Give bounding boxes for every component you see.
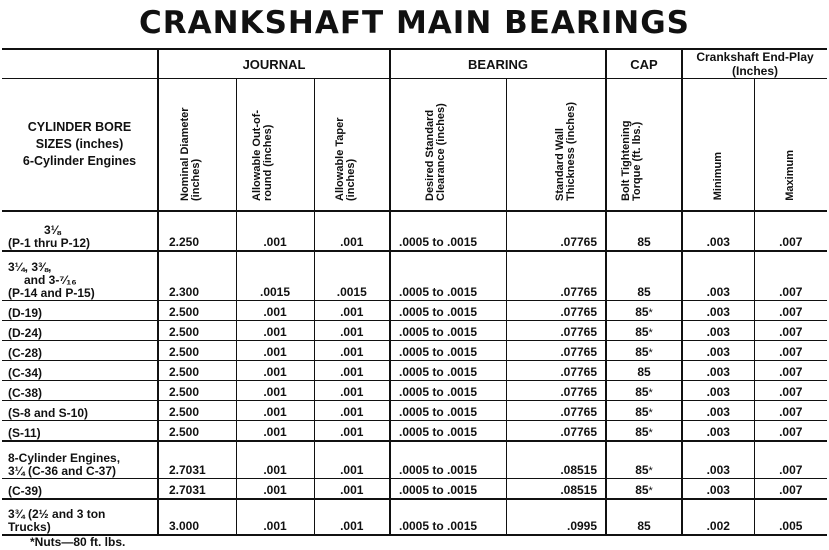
table-row xyxy=(2,381,827,401)
cell-wall-value: .08515 xyxy=(560,482,598,497)
cell-taper xyxy=(314,479,390,499)
col-maximum-label: Maximum xyxy=(784,149,797,201)
cell-torque xyxy=(606,479,682,499)
footnote: *Nuts—80 ft. lbs. xyxy=(30,535,126,549)
cell-nominal xyxy=(158,499,236,535)
cell-taper-value: .001 xyxy=(340,424,364,439)
bore-header xyxy=(2,79,158,211)
cell-maximum-value: .007 xyxy=(779,345,803,359)
cell-taper-value: .001 xyxy=(340,325,364,339)
row-label-line: Trucks) xyxy=(8,519,51,534)
group-bearing: BEARING xyxy=(390,49,606,79)
cell-minimum xyxy=(682,479,754,499)
cell-clearance-value: .0005 to .0015 xyxy=(399,365,478,379)
cell-minimum-value: .003 xyxy=(706,482,730,497)
cell-clearance xyxy=(390,211,506,251)
cell-wall xyxy=(506,499,606,535)
table-body xyxy=(2,211,827,535)
cell-taper-value: .001 xyxy=(340,482,364,497)
cell-taper xyxy=(314,441,390,479)
cell-maximum-value: .007 xyxy=(779,482,803,497)
cell-outofround-value: .001 xyxy=(263,234,287,249)
cell-wall-value: .07765 xyxy=(560,234,598,249)
cell-wall-value: .0995 xyxy=(566,518,598,533)
cell-clearance-value: .0005 to .0015 xyxy=(399,345,478,359)
cell-wall xyxy=(506,341,606,361)
cell-wall xyxy=(506,479,606,499)
cell-torque-value: 85 xyxy=(635,305,649,319)
cell-minimum-value: .003 xyxy=(706,385,730,399)
cell-minimum xyxy=(682,499,754,535)
cell-minimum xyxy=(682,341,754,361)
col-wall-label: Standard Wall Thickness (inches) xyxy=(553,101,577,201)
cell-clearance xyxy=(390,301,506,321)
cell-clearance-value: .0005 to .0015 xyxy=(399,285,478,299)
cell-maximum xyxy=(754,251,827,301)
cell-torque xyxy=(606,421,682,441)
cell-nominal xyxy=(158,251,236,301)
cell-outofround xyxy=(236,421,314,441)
cell-maximum-value: .007 xyxy=(779,305,803,319)
cell-taper xyxy=(314,341,390,361)
cell-minimum xyxy=(682,401,754,421)
cell-nominal xyxy=(158,301,236,321)
cell-taper-value: .001 xyxy=(340,463,364,477)
row-label xyxy=(2,381,158,401)
bore-header-line1: CYLINDER BORE xyxy=(27,119,132,134)
cell-clearance xyxy=(390,381,506,401)
cell-wall xyxy=(506,381,606,401)
cell-taper xyxy=(314,499,390,535)
row-label-line: (D-24) xyxy=(8,326,43,340)
cell-torque xyxy=(606,441,682,479)
row-label-line: (S-11) xyxy=(8,425,41,440)
cell-taper-value: .001 xyxy=(340,234,364,249)
cell-minimum-value: .003 xyxy=(706,365,730,379)
cell-taper-value: .001 xyxy=(340,365,364,379)
group-endplay xyxy=(682,49,827,79)
cell-outofround-value: .001 xyxy=(263,325,287,339)
cell-torque-value: 85 xyxy=(637,234,651,249)
cell-maximum xyxy=(754,479,827,499)
torque-footnote-mark: * xyxy=(648,465,653,477)
torque-footnote-mark: * xyxy=(648,327,653,339)
cell-minimum-value: .003 xyxy=(706,345,730,359)
cell-minimum-value: .003 xyxy=(706,463,730,477)
cell-outofround-value: .0015 xyxy=(259,285,291,299)
col-outofround-label: Allowable Out-of-round (inches) xyxy=(251,109,274,201)
cell-outofround-value: .001 xyxy=(263,482,287,497)
cell-outofround xyxy=(236,401,314,421)
cell-clearance-value: .0005 to .0015 xyxy=(399,482,478,497)
cell-torque-value: 85 xyxy=(635,424,649,439)
cell-nominal-value: 2.500 xyxy=(169,385,200,399)
cell-maximum xyxy=(754,401,827,421)
cell-wall xyxy=(506,421,606,441)
row-label-line: (P-1 thru P-12) xyxy=(8,235,91,250)
cell-nominal xyxy=(158,421,236,441)
cell-nominal-value: 3.000 xyxy=(169,518,200,533)
row-label-line: (S-8 and S-10) xyxy=(8,406,89,420)
cell-nominal xyxy=(158,479,236,499)
cell-nominal xyxy=(158,341,236,361)
cell-nominal-value: 2.500 xyxy=(169,424,200,439)
table-row xyxy=(2,301,827,321)
cell-maximum xyxy=(754,441,827,479)
cell-clearance-value: .0005 to .0015 xyxy=(399,305,478,319)
cell-clearance xyxy=(390,441,506,479)
row-label-line: 8-Cylinder Engines, xyxy=(8,451,121,465)
col-wall xyxy=(506,79,606,211)
row-label-line: 3⅛ xyxy=(44,222,61,237)
cell-clearance xyxy=(390,401,506,421)
cell-minimum-value: .002 xyxy=(706,518,730,533)
cell-wall xyxy=(506,401,606,421)
table-row xyxy=(2,341,827,361)
col-torque-label: Bolt Tightening Torque (ft. lbs.) xyxy=(620,120,644,201)
torque-footnote-mark: * xyxy=(648,307,653,319)
cell-maximum-value: .007 xyxy=(779,424,803,439)
cell-outofround-value: .001 xyxy=(263,518,287,533)
cell-wall-value: .07765 xyxy=(560,305,598,319)
cell-maximum-value: .007 xyxy=(779,463,803,477)
row-label xyxy=(2,499,158,535)
table-row xyxy=(2,401,827,421)
cell-outofround xyxy=(236,341,314,361)
cell-outofround xyxy=(236,251,314,301)
table-row xyxy=(2,321,827,341)
cell-torque-value: 85 xyxy=(635,345,649,359)
table-row xyxy=(2,361,827,381)
page-title: CRANKSHAFT MAIN BEARINGS xyxy=(139,5,690,41)
torque-footnote-mark: * xyxy=(648,387,653,399)
cell-taper-value: .001 xyxy=(340,405,364,419)
bearings-table xyxy=(2,48,827,536)
col-clearance xyxy=(390,79,506,211)
torque-footnote-mark: * xyxy=(648,484,653,497)
cell-outofround xyxy=(236,381,314,401)
row-label-line: and 3-⁷⁄₁₆ xyxy=(24,273,77,287)
cell-maximum-value: .007 xyxy=(779,325,803,339)
cell-nominal xyxy=(158,361,236,381)
row-label-line: (C-34) xyxy=(8,366,43,380)
cell-maximum-value: .007 xyxy=(779,385,803,399)
cell-maximum xyxy=(754,301,827,321)
cell-outofround-value: .001 xyxy=(263,365,287,379)
group-endplay-unit: (Inches) xyxy=(732,64,779,78)
cell-torque-value: 85 xyxy=(637,285,651,299)
cell-torque-value: 85 xyxy=(635,463,649,477)
group-endplay-title: Crankshaft End-Play xyxy=(696,50,814,64)
cell-clearance xyxy=(390,251,506,301)
cell-wall-value: .07765 xyxy=(560,285,598,299)
cell-minimum-value: .003 xyxy=(706,234,730,249)
cell-outofround xyxy=(236,211,314,251)
col-torque xyxy=(606,79,682,211)
cell-maximum xyxy=(754,341,827,361)
cell-outofround xyxy=(236,361,314,381)
group-journal: JOURNAL xyxy=(158,49,390,79)
cell-nominal-value: 2.500 xyxy=(169,365,200,379)
row-label xyxy=(2,401,158,421)
cell-torque-value: 85 xyxy=(635,482,649,497)
torque-footnote-mark: * xyxy=(648,426,653,439)
torque-footnote-mark: * xyxy=(648,347,653,359)
cell-wall-value: .08515 xyxy=(560,463,598,477)
row-label xyxy=(2,211,158,251)
cell-maximum xyxy=(754,499,827,535)
cell-maximum-value: .007 xyxy=(779,285,803,299)
cell-wall-value: .07765 xyxy=(560,424,598,439)
cell-taper xyxy=(314,321,390,341)
cell-nominal xyxy=(158,441,236,479)
cell-clearance xyxy=(390,321,506,341)
cell-maximum-value: .007 xyxy=(779,234,803,249)
corner-cell xyxy=(2,49,158,79)
cell-taper xyxy=(314,251,390,301)
cell-wall xyxy=(506,321,606,341)
cell-taper-value: .001 xyxy=(340,518,364,533)
cell-outofround xyxy=(236,479,314,499)
cell-clearance-value: .0005 to .0015 xyxy=(399,385,478,399)
cell-outofround-value: .001 xyxy=(263,463,287,477)
cell-taper xyxy=(314,381,390,401)
cell-clearance xyxy=(390,479,506,499)
cell-nominal-value: 2.7031 xyxy=(169,482,206,497)
cell-nominal-value: 2.300 xyxy=(169,285,200,299)
cell-minimum xyxy=(682,381,754,401)
cell-torque-value: 85 xyxy=(637,365,651,379)
row-label xyxy=(2,341,158,361)
row-label xyxy=(2,301,158,321)
cell-clearance xyxy=(390,341,506,361)
row-label xyxy=(2,251,158,301)
cell-wall-value: .07765 xyxy=(560,365,598,379)
cell-outofround xyxy=(236,441,314,479)
cell-taper-value: .001 xyxy=(340,305,364,319)
row-label-line: (C-28) xyxy=(8,346,43,360)
col-outofround xyxy=(236,79,314,211)
cell-minimum xyxy=(682,321,754,341)
torque-footnote-mark: * xyxy=(648,407,653,419)
row-label-line: (C-38) xyxy=(8,386,43,400)
table-row xyxy=(2,479,827,499)
cell-minimum-value: .003 xyxy=(706,305,730,319)
cell-torque xyxy=(606,321,682,341)
cell-taper-value: .001 xyxy=(340,345,364,359)
cell-outofround-value: .001 xyxy=(263,405,287,419)
cell-nominal xyxy=(158,321,236,341)
cell-minimum xyxy=(682,301,754,321)
cell-outofround-value: .001 xyxy=(263,424,287,439)
cell-torque xyxy=(606,361,682,381)
row-label-line: (C-39) xyxy=(8,483,43,498)
cell-maximum-value: .005 xyxy=(779,518,803,533)
cell-minimum-value: .003 xyxy=(706,405,730,419)
col-minimum-label: Minimum xyxy=(711,152,724,201)
cell-wall-value: .07765 xyxy=(560,405,598,419)
cell-clearance xyxy=(390,421,506,441)
cell-clearance xyxy=(390,361,506,381)
cell-torque xyxy=(606,401,682,421)
bore-header-line3: 6-Cylinder Engines xyxy=(22,153,137,168)
col-taper-label: Allowable Taper (inches) xyxy=(333,116,357,201)
cell-clearance xyxy=(390,499,506,535)
cell-outofround-value: .001 xyxy=(263,345,287,359)
cell-torque xyxy=(606,341,682,361)
cell-nominal-value: 2.250 xyxy=(169,234,200,249)
cell-outofround xyxy=(236,301,314,321)
row-label xyxy=(2,441,158,479)
cell-taper xyxy=(314,301,390,321)
cell-torque-value: 85 xyxy=(635,325,649,339)
col-minimum xyxy=(682,79,754,211)
cell-maximum xyxy=(754,211,827,251)
col-taper xyxy=(314,79,390,211)
cell-nominal-value: 2.500 xyxy=(169,305,200,319)
cell-maximum xyxy=(754,361,827,381)
cell-minimum xyxy=(682,441,754,479)
cell-nominal xyxy=(158,211,236,251)
row-label-line: 3¼, 3⅜, xyxy=(8,260,52,274)
cell-outofround xyxy=(236,499,314,535)
cell-clearance-value: .0005 to .0015 xyxy=(399,424,478,439)
row-label xyxy=(2,321,158,341)
row-label xyxy=(2,421,158,441)
cell-minimum xyxy=(682,421,754,441)
cell-wall-value: .07765 xyxy=(560,385,598,399)
row-label xyxy=(2,479,158,499)
cell-nominal-value: 2.500 xyxy=(169,345,200,359)
cell-wall xyxy=(506,251,606,301)
table-row xyxy=(2,441,827,479)
cell-minimum xyxy=(682,361,754,381)
cell-torque-value: 85 xyxy=(637,518,651,533)
cell-wall-value: .07765 xyxy=(560,345,598,359)
cell-minimum xyxy=(682,211,754,251)
table-row xyxy=(2,421,827,441)
cell-maximum-value: .007 xyxy=(779,405,803,419)
cell-taper xyxy=(314,401,390,421)
col-clearance-label: Desired Standard Clearance (inches) xyxy=(424,102,448,201)
cell-outofround-value: .001 xyxy=(263,385,287,399)
row-label xyxy=(2,361,158,381)
cell-nominal xyxy=(158,401,236,421)
col-nominal xyxy=(158,79,236,211)
cell-taper-value: .001 xyxy=(340,385,364,399)
cell-nominal-value: 2.7031 xyxy=(169,463,206,477)
table-row xyxy=(2,499,827,535)
cell-torque xyxy=(606,301,682,321)
cell-wall-value: .07765 xyxy=(560,325,598,339)
table-row xyxy=(2,251,827,301)
cell-maximum-value: .007 xyxy=(779,365,803,379)
cell-torque-value: 85 xyxy=(635,405,649,419)
cell-minimum-value: .003 xyxy=(706,325,730,339)
cell-nominal xyxy=(158,381,236,401)
col-nominal-label: Nominal Diameter (inches) xyxy=(179,106,203,201)
cell-clearance-value: .0005 to .0015 xyxy=(399,325,478,339)
cell-wall xyxy=(506,301,606,321)
cell-maximum xyxy=(754,381,827,401)
col-maximum xyxy=(754,79,827,211)
row-label-line: (P-14 and P-15) xyxy=(8,286,95,300)
cell-nominal-value: 2.500 xyxy=(169,405,200,419)
cell-torque xyxy=(606,211,682,251)
bore-header-line2: SIZES (inches) xyxy=(35,136,124,151)
cell-wall xyxy=(506,441,606,479)
cell-wall xyxy=(506,211,606,251)
cell-wall xyxy=(506,361,606,381)
cell-nominal-value: 2.500 xyxy=(169,325,200,339)
cell-taper xyxy=(314,211,390,251)
group-cap: CAP xyxy=(606,49,682,79)
cell-taper xyxy=(314,421,390,441)
cell-torque xyxy=(606,499,682,535)
row-label-line: (D-19) xyxy=(8,306,43,320)
cell-maximum xyxy=(754,321,827,341)
cell-minimum-value: .003 xyxy=(706,285,730,299)
cell-clearance-value: .0005 to .0015 xyxy=(399,463,478,477)
cell-clearance-value: .0005 to .0015 xyxy=(399,234,478,249)
cell-minimum-value: .003 xyxy=(706,424,730,439)
row-label-line: 3¼ (C-36 and C-37) xyxy=(8,464,117,478)
cell-clearance-value: .0005 to .0015 xyxy=(399,518,478,533)
cell-taper-value: .0015 xyxy=(336,285,367,299)
cell-clearance-value: .0005 to .0015 xyxy=(399,405,478,419)
row-label-line: 3¾ (2½ and 3 ton xyxy=(8,506,106,521)
cell-minimum xyxy=(682,251,754,301)
cell-maximum xyxy=(754,421,827,441)
cell-torque xyxy=(606,251,682,301)
cell-outofround xyxy=(236,321,314,341)
cell-taper xyxy=(314,361,390,381)
cell-torque xyxy=(606,381,682,401)
cell-torque-value: 85 xyxy=(635,385,649,399)
cell-outofround-value: .001 xyxy=(263,305,287,319)
table-row xyxy=(2,211,827,251)
